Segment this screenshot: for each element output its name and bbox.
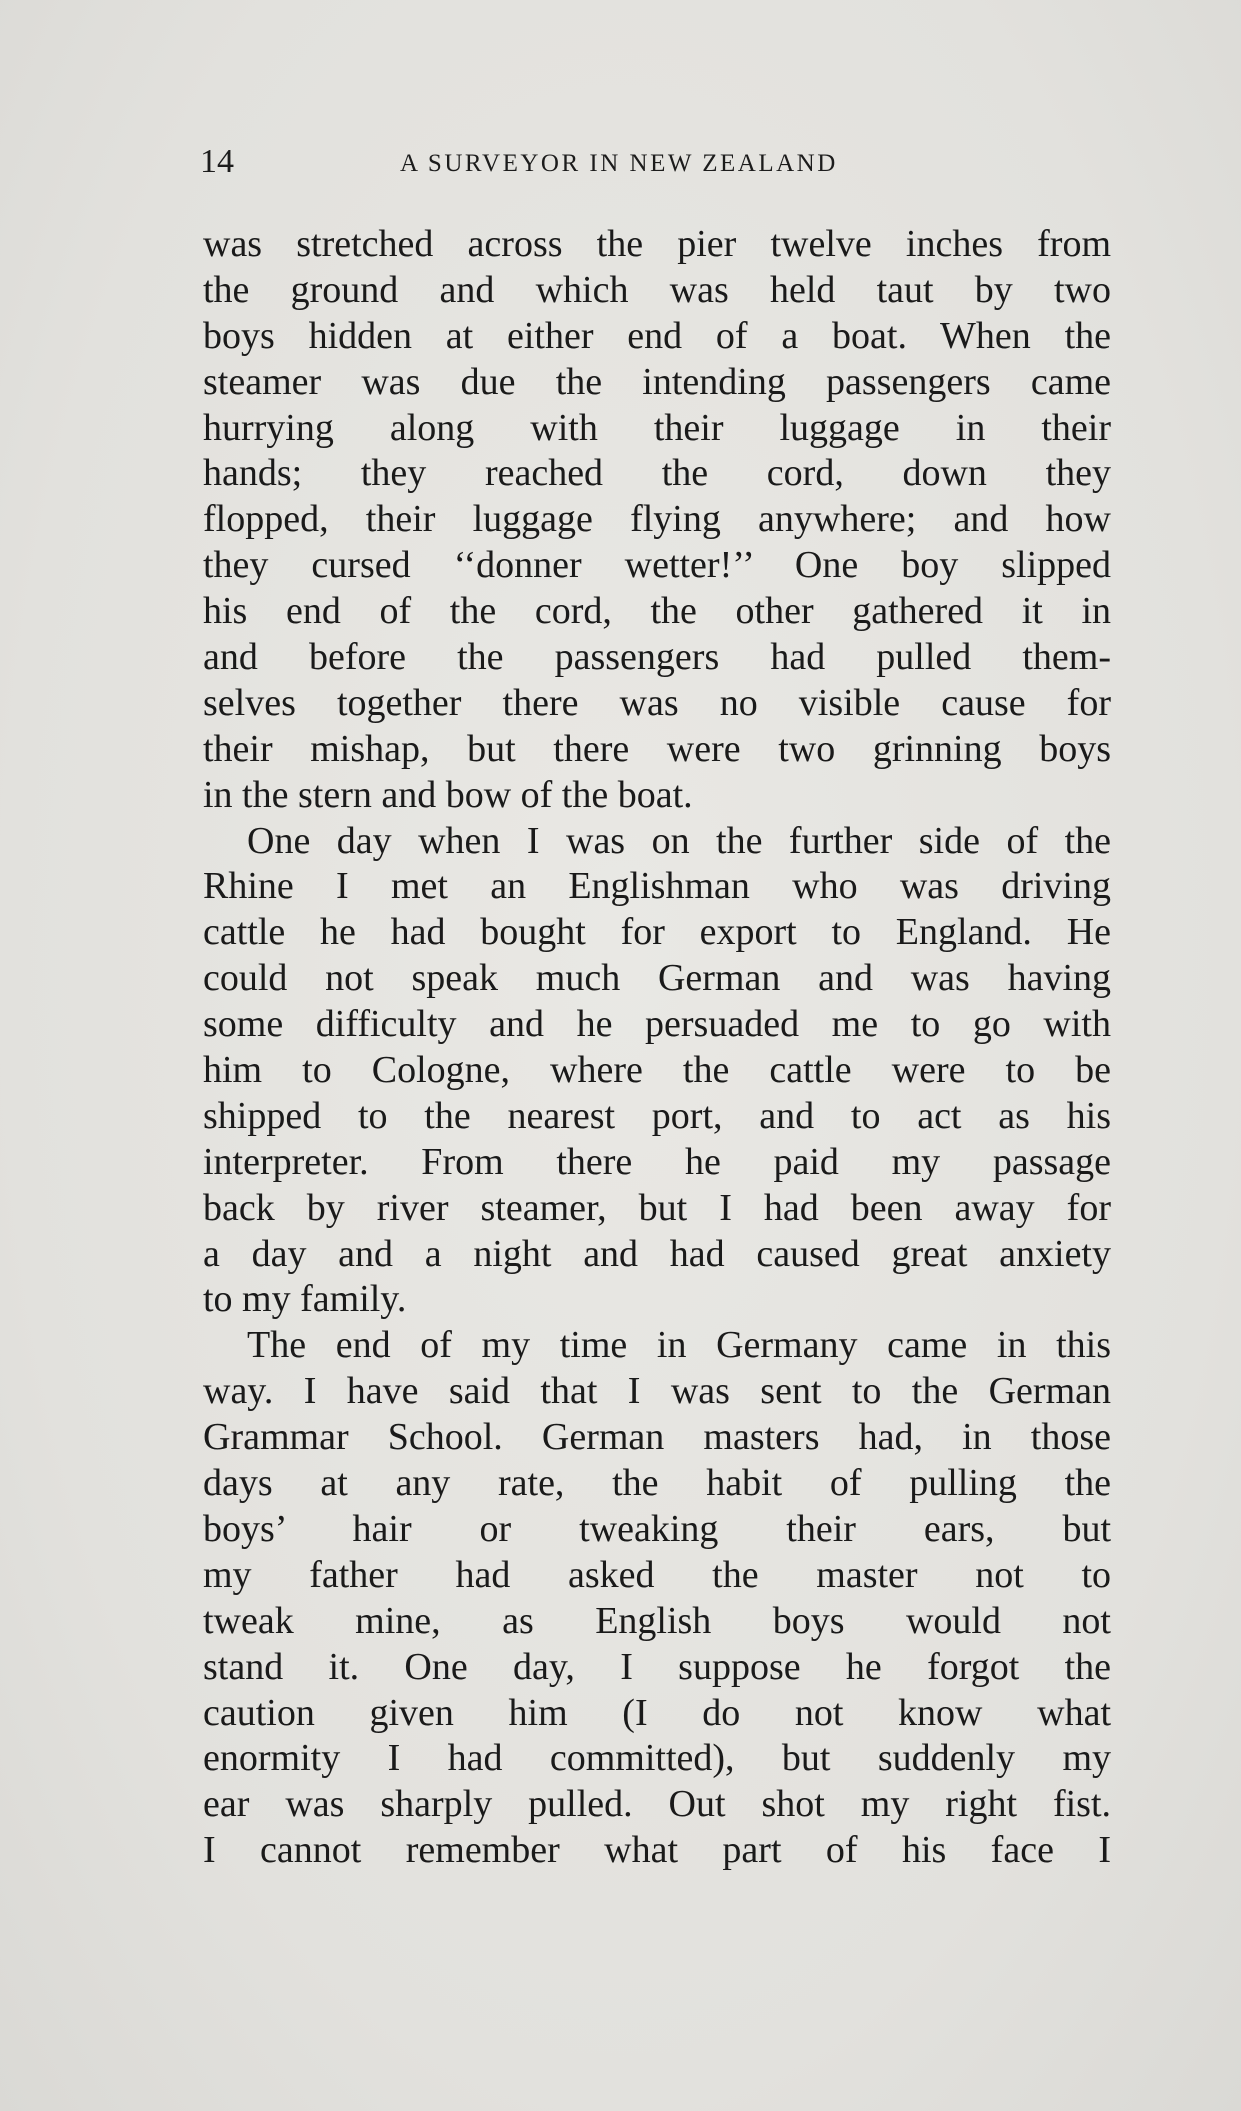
text-line: my father had asked the master not to [203, 1553, 1111, 1596]
text-line: back by river steamer, but I had been away for [203, 1186, 1111, 1229]
text-line: shipped to the nearest port, and to act as his [203, 1094, 1111, 1137]
text-line: Grammar School. German masters had, in those [203, 1416, 1111, 1459]
text-line: One day when I was on the further side of the [247, 819, 1111, 862]
text-line: interpreter. From there he paid my passage [203, 1140, 1111, 1183]
text-line: Rhine I met an Englishman who was driving [203, 865, 1111, 908]
text-line: way. I have said that I was sent to the German [203, 1370, 1111, 1413]
text-line: caution given him (I do not know what [203, 1691, 1111, 1734]
text-line: stand it. One day, I suppose he forgot the [203, 1645, 1111, 1688]
text-line: boys hidden at either end of a boat. When the [203, 314, 1111, 357]
text-line: him to Cologne, where the cattle were to be [203, 1049, 1111, 1092]
text-line: the ground and which was held taut by two [203, 268, 1111, 311]
text-line: The end of my time in Germany came in this [247, 1324, 1111, 1367]
page-number: 14 [200, 143, 234, 180]
text-line: was stretched across the pier twelve inches from [203, 223, 1111, 265]
text-line: tweak mine, as English boys would not [203, 1599, 1111, 1642]
text-line: in the stern and bow of the boat. [203, 773, 693, 816]
body-text [203, 222, 1111, 1874]
text-line: their mishap, but there were two grinning boys [203, 727, 1111, 770]
text-line: enormity I had committed), but suddenly my [203, 1737, 1111, 1780]
text-line: steamer was due the intending passengers came [203, 360, 1111, 403]
text-line: days at any rate, the habit of pulling the [203, 1462, 1111, 1505]
text-line: his end of the cord, the other gathered it in [203, 590, 1111, 633]
running-title: A SURVEYOR IN NEW ZEALAND [400, 150, 838, 177]
text-line: ear was sharply pulled. Out shot my right fist. [203, 1783, 1111, 1826]
text-line: they cursed ‘‘donner wetter!’’ One boy slipped [203, 544, 1111, 587]
text-line: could not speak much German and was having [203, 957, 1111, 1000]
text-line: I cannot remember what part of his face I [203, 1829, 1111, 1872]
text-line: some difficulty and he persuaded me to go with [203, 1003, 1111, 1046]
text-line: hands; they reached the cord, down they [203, 452, 1111, 495]
text-line: to my family. [203, 1278, 407, 1321]
text-line: flopped, their luggage flying anywhere; and how [203, 498, 1111, 541]
running-head [200, 143, 1112, 187]
text-line: hurrying along with their luggage in their [203, 406, 1111, 449]
text-line: cattle he had bought for export to England. He [203, 911, 1111, 954]
text-line: boys’ hair or tweaking their ears, but [203, 1507, 1111, 1550]
text-line: and before the passengers had pulled them- [203, 636, 1111, 679]
text-line: selves together there was no visible cause for [203, 681, 1111, 724]
text-line: a day and a night and had caused great anxiety [203, 1232, 1111, 1275]
